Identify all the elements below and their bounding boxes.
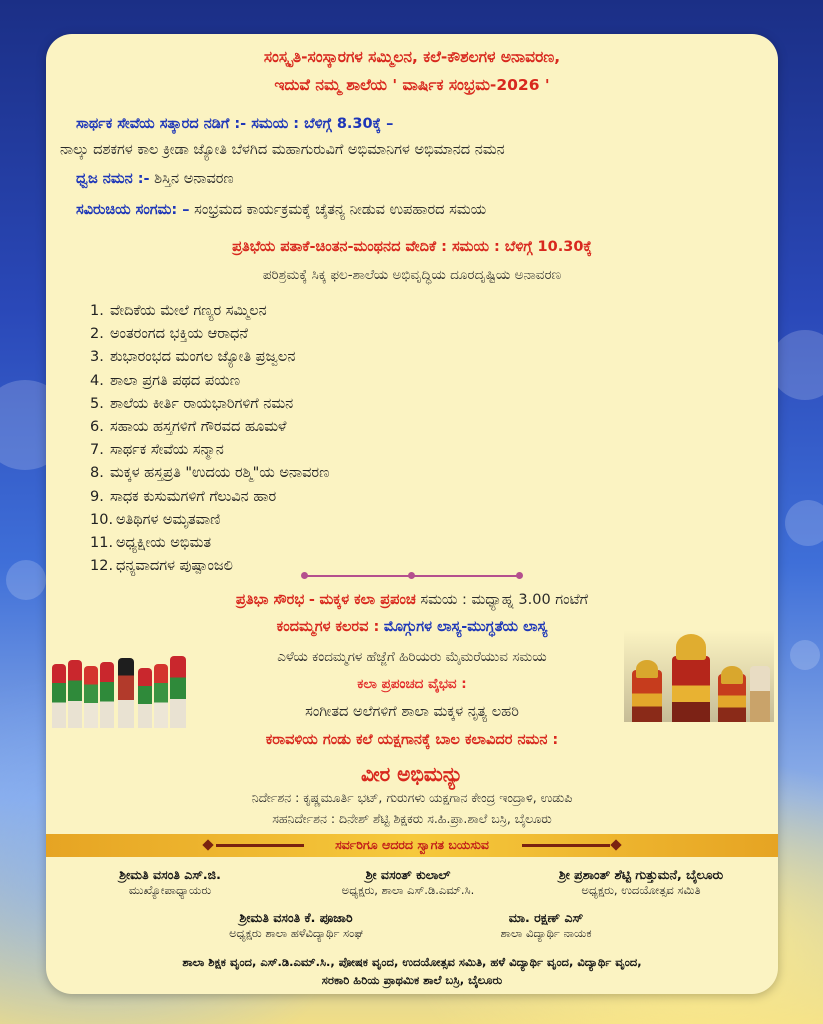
performer-figure <box>750 666 770 722</box>
taste-line <box>76 202 486 218</box>
program-item <box>90 555 329 578</box>
signatory <box>70 867 270 898</box>
program-item <box>90 323 329 346</box>
taste-text: ಸಂಭ್ರಮದ ಕಾರ್ಯಕ್ರಮಕ್ಕೆ ಚೈತನ್ಯ ನೀಡುವ ಉಪಹಾರದ ಸಮಯ <box>194 202 487 218</box>
flag-line <box>76 171 234 187</box>
program-item-text: ಸಹಾಯ ಹಸ್ತಗಳಿಗೆ ಗೌರವದ ಹೂಮಳೆ <box>110 418 287 435</box>
signatory <box>308 867 508 898</box>
tribute-heading: ಸಾರ್ಥಕ ಸೇವೆಯ ಸತ್ಕಾರದ ನಡಿಗೆ :- ಸಮಯ : ಬೆಳಿಗ್ಗೆ 8.30ಕ್ಕೆ – <box>76 116 394 132</box>
dancer-figure <box>84 666 98 728</box>
program-item <box>90 486 329 509</box>
program-item-number: 12. <box>90 558 114 575</box>
program-item-text: ಅತಿಥಿಗಳ ಅಮೃತವಾಣಿ <box>116 511 221 528</box>
header-line-1: ಸಂಸ್ಕೃತಿ-ಸಂಸ್ಕಾರಗಳ ಸಮ್ಮಿಲನ, ಕಲೆ-ಕೌಶಲಗಳ ಅನಾವರಣ, <box>263 48 561 66</box>
stage-subheading: ಪರಿಶ್ರಮಕ್ಕೆ ಸಿಕ್ಕ ಫಲ-ಶಾಲೆಯ ಅಭಿವೃದ್ಧಿಯ ದೂರದೃಷ್ಟಿಯ ಅನಾವರಣ <box>262 267 562 283</box>
dancer-figure <box>154 664 168 728</box>
kala-heading: ಕಲಾ ಪ್ರಪಂಚದ ವೈಭವ : <box>357 676 467 692</box>
play-title: ವೀರ ಅಭಿಮನ್ಯು <box>360 762 464 786</box>
signatory-role: ಶಾಲಾ ವಿದ್ಯಾರ್ಥಿ ನಾಯಕ <box>500 926 592 940</box>
program-item-number: 5. <box>90 395 104 412</box>
bokeh-light <box>790 640 820 670</box>
kandamma-red: ಕಂದಮ್ಮಗಳ ಕಲರವ : <box>276 619 380 635</box>
program-item-number: 3. <box>90 349 104 366</box>
signatory-role: ಅಧ್ಯಕ್ಷರು ಶಾಲಾ ಹಳೆವಿದ್ಯಾರ್ಥಿ ಸಂಘ <box>229 926 363 940</box>
program-item-text: ಧನ್ಯವಾದಗಳ ಪುಷ್ಪಾಂಜಲಿ <box>116 558 233 575</box>
dancer-figure <box>52 664 66 728</box>
program-item-number: 4. <box>90 372 104 389</box>
kandamma-text: ಎಳೆಯ ಕಂದಮ್ಮಗಳ ಹೆಜ್ಜೆಗೆ ಹಿರಿಯರು ಮೈಮರೆಯುವ ಸಮಯ <box>277 649 547 665</box>
divider-dot <box>516 572 523 579</box>
program-item-text: ಶುಭಾರಂಭದ ಮಂಗಲ ಜ್ಯೋತಿ ಪ್ರಜ್ವಲನ <box>110 349 296 366</box>
header-line-2: ಇದುವೆ ನಮ್ಮ ಶಾಲೆಯ ' ವಾರ್ಷಿಕ ಸಂಭ್ರಮ-2026 ' <box>274 76 550 94</box>
program-item-number: 2. <box>90 326 104 343</box>
program-item <box>90 462 329 485</box>
program-item <box>90 393 329 416</box>
kala-text: ಸಂಗೀತದ ಅಲೆಗಳಿಗೆ ಶಾಲಾ ಮಕ್ಕಳ ನೃತ್ಯ ಲಹರಿ <box>305 704 519 720</box>
dancer-figure <box>68 660 82 728</box>
program-item-text: ಶಾಲಾ ಪ್ರಗತಿ ಪಥದ ಪಯಣ <box>110 372 241 389</box>
yakshagana-heading: ಕರಾವಳಿಯ ಗಂಡು ಕಲೆ ಯಕ್ಷಗಾನಕ್ಕೆ ಬಾಲ ಕಲಾವಿದರ ನಮನ : <box>265 732 559 748</box>
signatory-role: ಅಧ್ಯಕ್ಷರು, ಶಾಲಾ ಎಸ್.ಡಿ.ಎಮ್.ಸಿ. <box>341 883 475 897</box>
signatory-name: ಮಾ. ರಕ್ಷಣ್ ಎಸ್ <box>508 910 584 925</box>
crown-icon <box>721 666 743 684</box>
afternoon-title-dash: - <box>308 592 315 608</box>
program-item-text: ಅಧ್ಯಕ್ಷೀಯ ಅಭಿಮತ <box>116 534 212 551</box>
taste-label: ಸವಿರುಚಿಯ ಸಂಗಮ: – <box>76 202 190 218</box>
program-item <box>90 370 329 393</box>
afternoon-title <box>46 592 778 608</box>
ornament-divider <box>304 575 520 577</box>
afternoon-title-red-2: ಮಕ್ಕಳ ಕಲಾ ಪ್ರಪಂಚ <box>319 592 416 608</box>
dancer-figure <box>100 662 114 728</box>
program-item <box>90 439 329 462</box>
program-item-text: ಅಂತರಂಗದ ಭಕ್ತಿಯ ಆರಾಧನೆ <box>110 326 249 343</box>
signatory-name: ಶ್ರೀ ಪ್ರಶಾಂತ್ ಶೆಟ್ಟಿ ಗುತ್ತುಮನೆ, ಬೈಲೂರು <box>558 867 724 882</box>
stage-heading: ಪ್ರತಿಭೆಯ ಪತಾಕೆ-ಚಿಂತನ-ಮಂಥನದ ವೇದಿಕೆ : ಸಮಯ : ಬೆಳಿಗ್ಗೆ 10.30ಕ್ಕೆ <box>232 239 592 255</box>
program-item <box>90 416 329 439</box>
dancer-figure <box>118 658 134 728</box>
divider-dot <box>408 572 415 579</box>
program-item-number: 8. <box>90 465 104 482</box>
signatory <box>446 910 646 941</box>
program-item <box>90 509 329 532</box>
program-item-number: 1. <box>90 303 104 319</box>
signatory <box>512 867 770 898</box>
dancer-figure <box>138 668 152 728</box>
flag-text: ಶಿಸ್ತಿನ ಅನಾವರಣ <box>154 171 234 187</box>
co-director-line: ಸಹನಿರ್ದೇಶನ : ದಿನೇಶ್ ಶೆಟ್ಟಿ ಶಿಕ್ಷಕರು ಸ.ಹಿ.ಪ್ರಾ.ಶಾಲೆ ಬಸ್ರಿ, ಬೈಲೂರು <box>272 811 552 826</box>
signatory-name: ಶ್ರೀಮತಿ ವಸಂತಿ ಎಸ್.ಜಿ. <box>119 867 221 882</box>
signatory-role: ಮುಖ್ಯೋಪಾಧ್ಯಾಯರು <box>128 883 212 897</box>
dancers-photo <box>48 646 190 728</box>
crown-icon <box>636 660 658 678</box>
program-item <box>90 346 329 369</box>
program-item-text: ಮಕ್ಕಳ ಹಸ್ತಪ್ರತಿ "ಉದಯ ರಶ್ಮಿ"ಯ ಅನಾವರಣ <box>110 465 330 482</box>
program-item <box>90 532 329 555</box>
footer-line-1: ಶಾಲಾ ಶಿಕ್ಷಕ ವೃಂದ, ಎಸ್.ಡಿ.ಎಮ್.ಸಿ., ಪೋಷಕ ವೃಂದ, ಉದಯೋತ್ಸವ ಸಮಿತಿ, ಹಳೆ ವಿದ್ಯಾರ್ಥಿ ವೃಂದ, ವಿದ್ಯಾರ್ಥಿ ವೃಂದ, <box>182 955 642 969</box>
welcome-band-label: ಸರ್ವರಿಗೂ ಆದರದ ಸ್ವಾಗತ ಬಯಸುವ <box>335 837 489 852</box>
program-item-number: 10. <box>90 511 114 528</box>
program-item-text: ಶಾಲೆಯ ಕೀರ್ತಿ ರಾಯಭಾರಿಗಳಿಗೆ ನಮನ <box>110 395 294 412</box>
crown-icon <box>676 634 706 660</box>
footer-line-2: ಸರಕಾರಿ ಹಿರಿಯ ಪ್ರಾಥಮಿಕ ಶಾಲೆ ಬಸ್ರಿ, ಬೈಲೂರು <box>321 973 503 987</box>
performer-figure <box>672 656 710 722</box>
program-item-number: 9. <box>90 488 104 505</box>
signatory-name: ಶ್ರೀಮತಿ ವಸಂತಿ ಕೆ. ಪೂಜಾರಿ <box>239 910 353 925</box>
signatory-role: ಅಧ್ಯಕ್ಷರು, ಉದಯೋತ್ಸವ ಸಮಿತಿ <box>581 883 701 897</box>
flag-label: ಧ್ವಜ ನಮನ :- <box>76 171 150 187</box>
kandamma-blue: ಮೊಗ್ಗುಗಳ ಲಾಸ್ಯ-ಮುಗ್ಧತೆಯ ಲಾಸ್ಯ <box>383 619 548 635</box>
yakshagana-photo <box>624 630 774 722</box>
program-item-text: ವೇದಿಕೆಯ ಮೇಲೆ ಗಣ್ಯರ ಸಮ್ಮಿಲನ <box>110 303 267 319</box>
director-line: ನಿರ್ದೇಶನ : ಕೃಷ್ಣಮೂರ್ತಿ ಭಟ್, ಗುರುಗಳು ಯಕ್ಷಗಾನ ಕೇಂದ್ರ ಇಂದ್ರಾಳಿ, ಉಡುಪಿ <box>251 790 573 805</box>
signatory <box>186 910 406 941</box>
welcome-band <box>46 834 778 857</box>
program-item-text: ಸಾರ್ಥಕ ಸೇವೆಯ ಸನ್ಮಾನ <box>110 442 224 459</box>
program-item-number: 6. <box>90 418 104 435</box>
program-item-text: ಸಾಧಕ ಕುಸುಮಗಳಿಗೆ ಗೆಲುವಿನ ಹಾರ <box>110 488 277 505</box>
bokeh-light <box>6 560 46 600</box>
program-list <box>90 300 329 578</box>
signatory-name: ಶ್ರೀ ವಸಂತ್ ಕುಲಾಲ್ <box>365 867 451 882</box>
tribute-text: ನಾಲ್ಕು ದಶಕಗಳ ಕಾಲ ಕ್ರೀಡಾ ಜ್ಯೋತಿ ಬೆಳಗಿದ ಮಹಾಗುರುವಿಗೆ ಅಭಿಮಾನಿಗಳ ಅಭಿಮಾನದ ನಮನ <box>60 142 505 158</box>
bokeh-light <box>785 500 823 546</box>
dancer-figure <box>170 656 186 728</box>
afternoon-time: ಸಮಯ : ಮಧ್ಯಾಹ್ನ 3.00 ಗಂಟೆಗೆ <box>420 592 589 608</box>
afternoon-title-red: ಪ್ರತಿಭಾ ಸೌರಭ <box>235 592 305 608</box>
program-item-number: 7. <box>90 442 104 459</box>
program-item <box>90 300 329 323</box>
invitation-card <box>46 34 778 994</box>
divider-dot <box>301 572 308 579</box>
program-item-number: 11. <box>90 534 114 551</box>
